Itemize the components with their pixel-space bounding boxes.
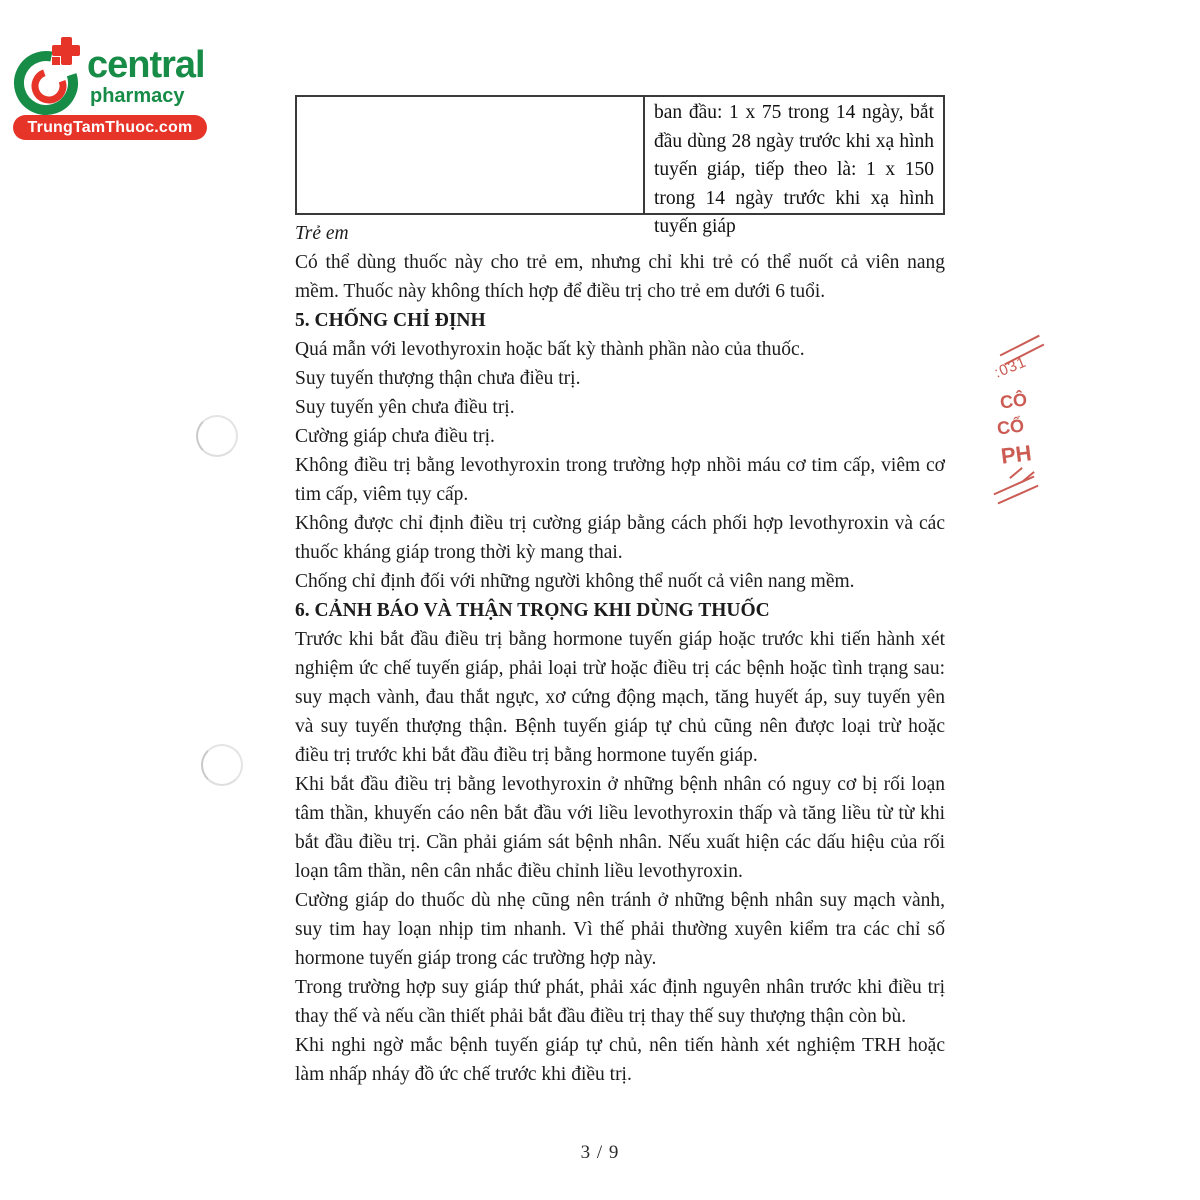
paragraph: Chống chỉ định đối với những người không thể nuốt cả viên nang mềm. [295, 571, 855, 592]
paragraph: Suy tuyến thượng thận chưa điều trị. [295, 368, 581, 389]
logo-brand-text: central [87, 44, 205, 86]
stamp-text: :031 [992, 353, 1030, 382]
red-stamp-fragment [986, 336, 1056, 506]
document-body [295, 219, 945, 1089]
stamp-text: PH [999, 440, 1033, 469]
pharmacy-logo [13, 36, 223, 148]
central-pharmacy-logo-icon [13, 36, 93, 122]
logo-tagline-text: pharmacy [90, 85, 185, 107]
page-number: 3 / 9 [580, 1142, 620, 1163]
section-heading-contraindications: 5. CHỐNG CHỈ ĐỊNH [295, 310, 486, 331]
section-heading-warnings: 6. CẢNH BÁO VÀ THẬN TRỌNG KHI DÙNG THUỐC [295, 600, 770, 621]
paragraph: Cường giáp chưa điều trị. [295, 426, 495, 447]
dose-table-dosage-cell: ban đầu: 1 x 75 trong 14 ngày, bắt đầu dùng 28 ngày trước khi xạ hình tuyến giáp, tiếp theo là: 1 x 150 trong 14 ngày trước khi xạ hình tuyến giáp [654, 102, 934, 237]
paragraph: Quá mẫn với levothyroxin hoặc bất kỳ thành phần nào của thuốc. [295, 339, 805, 360]
paragraph: Có thể dùng thuốc này cho trẻ em, nhưng chỉ khi trẻ có thể nuốt cả viên nang mềm. Thuốc này không thích hợp để điều trị cho trẻ em dưới 6 tuổi. [295, 252, 945, 302]
stamp-border-line [1009, 467, 1023, 479]
stamp-text: CỔ [995, 415, 1026, 439]
stamp-text: CÔ [998, 389, 1029, 413]
paragraph: Không điều trị bằng levothyroxin trong trường hợp nhồi máu cơ tim cấp, viêm cơ tim cấp, viêm tụy cấp. [295, 455, 945, 505]
stamp-border-line [993, 476, 1038, 505]
paragraph: Trong trường hợp suy giáp thứ phát, phải xác định nguyên nhân trước khi điều trị thay thế và nếu cần thiết phải bắt đầu điều trị thay thế suy thượng thận còn bù. [295, 977, 945, 1027]
punch-hole [196, 415, 238, 457]
paragraph: Không được chỉ định điều trị cường giáp bằng cách phối hợp levothyroxin và các thuốc kháng giáp trong thời kỳ mang thai. [295, 513, 945, 563]
subheading-children: Trẻ em [295, 223, 349, 244]
logo-website-badge: TrungTamThuoc.com [13, 115, 207, 140]
paragraph: Cường giáp do thuốc dù nhẹ cũng nên tránh ở những bệnh nhân suy mạch vành, suy tim hay loạn nhịp tim nhanh. Vì thế phải thường xuyên kiểm tra các chỉ số hormone tuyến giáp trong các trường hợp này. [295, 890, 945, 969]
dose-table-empty-cell [297, 97, 645, 213]
paragraph: Suy tuyến yên chưa điều trị. [295, 397, 515, 418]
punch-hole [201, 744, 243, 786]
paragraph: Trước khi bắt đầu điều trị bằng hormone tuyến giáp hoặc trước khi tiến hành xét nghiệm ức chế tuyến giáp, phải loại trừ hoặc điều trị các bệnh hoặc tình trạng sau: suy mạch vành, đau thắt ngực, xơ cứng động mạch, tăng huyết áp, suy tuyến yên và suy tuyến thượng thận. Bệnh tuyến giáp tự chủ cũng nên được loại trừ hoặc điều trị trước khi bắt đầu điều trị bằng hormone tuyến giáp. [295, 629, 945, 766]
paragraph: Khi nghi ngờ mắc bệnh tuyến giáp tự chủ, nên tiến hành xét nghiệm TRH hoặc làm nhấp nháy đồ ức chế trước khi điều trị. [295, 1035, 945, 1085]
paragraph: Khi bắt đầu điều trị bằng levothyroxin ở những bệnh nhân có nguy cơ bị rối loạn tâm thần, khuyến cáo nên bắt đầu với liều levothyroxin thấp và tăng liều từ từ khi bắt đầu điều trị. Cần phải giám sát bệnh nhân. Nếu xuất hiện các dấu hiệu của rối loạn tâm thần, nên cân nhắc điều chỉnh liều levothyroxin. [295, 774, 945, 882]
